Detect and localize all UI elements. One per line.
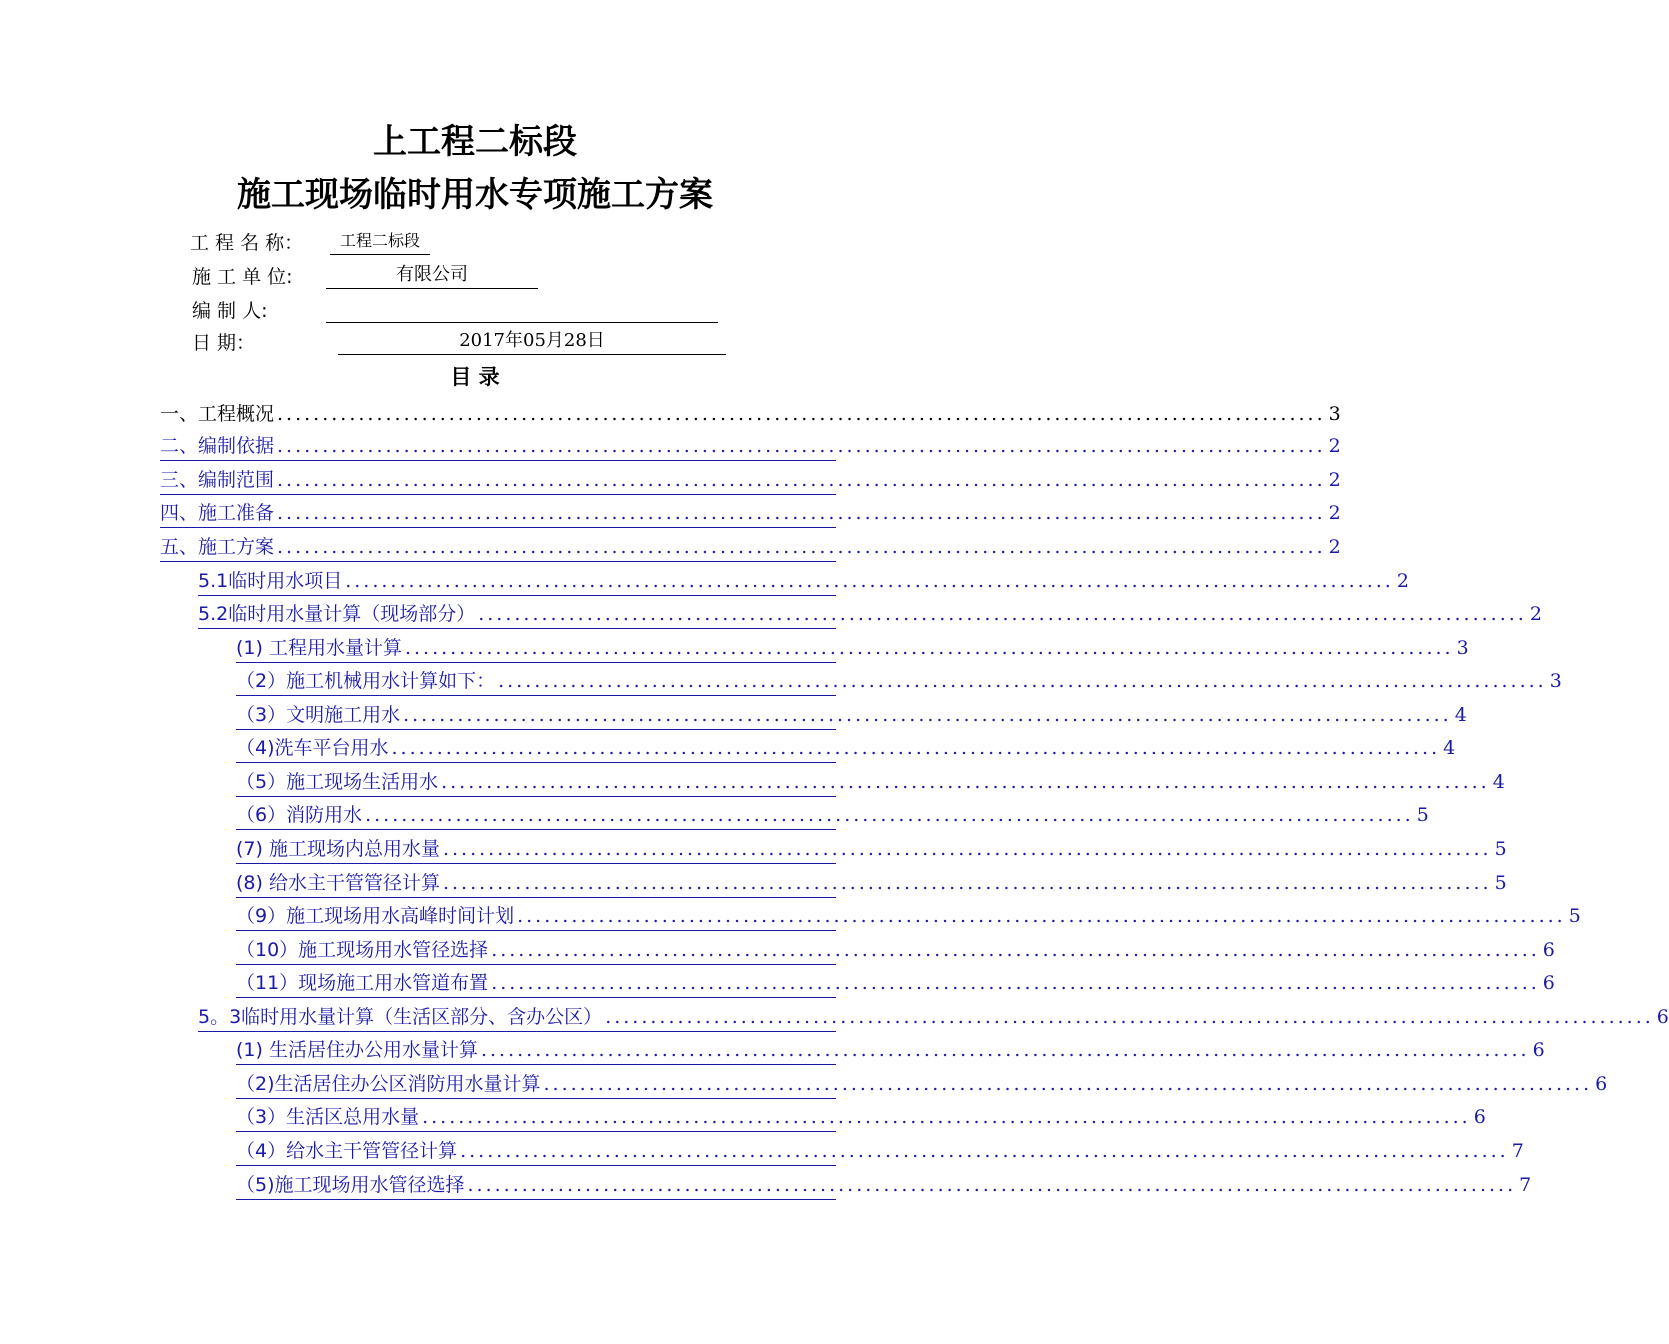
- toc-item-page: 7: [1519, 1174, 1532, 1196]
- toc-leader-dots: ....................................................................................................................: [277, 502, 1326, 524]
- toc-item-page: 5: [1494, 872, 1507, 894]
- toc-item-page: 2: [1328, 435, 1341, 457]
- toc-item-page: 2: [1328, 502, 1341, 524]
- toc-title: 目 录: [450, 365, 500, 389]
- toc-leader-dots: ....................................................................................................................: [467, 1174, 1517, 1196]
- toc-leader-dots: ....................................................................................................................: [345, 570, 1394, 592]
- meta-author-label: 编 制 人:: [192, 300, 268, 322]
- toc-leader-dots: ....................................................................................................................: [277, 435, 1326, 457]
- toc-item-page: 5: [1416, 804, 1429, 826]
- toc-leader-dots: ....................................................................................................................: [277, 403, 1326, 425]
- toc-item-page: 4: [1443, 737, 1456, 759]
- toc-leader-dots: ....................................................................................................................: [480, 1039, 1530, 1061]
- toc-item-15[interactable]: [236, 868, 1507, 898]
- toc-item-text: （4）给水主干管管径计算: [236, 1140, 458, 1162]
- meta-project-row: [190, 228, 590, 258]
- toc-item-text: （3）生活区总用水量: [236, 1106, 420, 1128]
- meta-date-label: 日 期：: [192, 332, 256, 354]
- toc-item-page: 6: [1542, 939, 1555, 961]
- toc-leader-dots: ....................................................................................................................: [491, 939, 1540, 961]
- toc-item-page: 7: [1511, 1140, 1524, 1162]
- toc-leader-dots: ....................................................................................................................: [277, 536, 1326, 558]
- toc-item-text: 三、编制范围: [160, 469, 275, 491]
- toc-item-text: （11）现场施工用水管道布置: [236, 972, 489, 994]
- toc-item-text: 5.2临时用水量计算（现场部分）: [198, 603, 476, 625]
- toc-item-8[interactable]: [236, 633, 1469, 663]
- toc-item-page: 6: [1473, 1106, 1486, 1128]
- toc-item-16[interactable]: [236, 901, 1581, 931]
- toc-item-9[interactable]: [236, 666, 1562, 696]
- toc-item-page: 4: [1492, 771, 1505, 793]
- toc-leader-dots: ....................................................................................................................: [491, 972, 1540, 994]
- toc-item-12[interactable]: [236, 767, 1505, 797]
- toc-item-text: (1) 生活居住办公用水量计算: [236, 1039, 478, 1061]
- toc-leader-dots: ....................................................................................................................: [403, 704, 1452, 726]
- toc-item-21[interactable]: [236, 1069, 1608, 1099]
- toc-leader-dots: ....................................................................................................................: [391, 737, 1441, 759]
- toc-leader-dots: ....................................................................................................................: [404, 637, 1454, 659]
- toc-item-13[interactable]: [236, 800, 1429, 830]
- toc-leader-dots: ....................................................................................................................: [442, 872, 1492, 894]
- toc-item-23[interactable]: [236, 1136, 1524, 1166]
- toc-item-page: 5: [1568, 905, 1581, 927]
- toc-item-10[interactable]: [236, 700, 1467, 730]
- toc-item-7[interactable]: [198, 599, 1542, 629]
- toc-item-text: （9）施工现场用水高峰时间计划: [236, 905, 515, 927]
- toc-item-page: 6: [1542, 972, 1555, 994]
- toc-item-text: （10）施工现场用水管径选择: [236, 939, 489, 961]
- meta-author-row: [192, 296, 732, 326]
- toc-item-page: 3: [1328, 403, 1341, 425]
- toc-item-page: 6: [1595, 1073, 1608, 1095]
- meta-project-label: 工 程 名 称：: [190, 232, 304, 254]
- toc-item-17[interactable]: [236, 935, 1555, 965]
- toc-leader-dots: ....................................................................................................................: [543, 1073, 1593, 1095]
- toc-item-4[interactable]: [160, 498, 1341, 528]
- toc-item-text: 一、工程概况: [160, 403, 275, 425]
- toc-item-text: （5)施工现场用水管径选择: [236, 1174, 465, 1196]
- toc-item-text: 二、编制依据: [160, 435, 275, 457]
- toc-leader-dots: ....................................................................................................................: [365, 804, 1414, 826]
- toc-item-text: （3）文明施工用水: [236, 704, 401, 726]
- toc-item-text: 5.1临时用水项目: [198, 570, 343, 592]
- document-title-line2: 施工现场临时用水专项施工方案: [237, 175, 713, 215]
- toc-item-page: 6: [1656, 1006, 1669, 1028]
- toc-item-5[interactable]: [160, 532, 1341, 562]
- toc-leader-dots: ....................................................................................................................: [422, 1106, 1471, 1128]
- toc-leader-dots: ....................................................................................................................: [478, 603, 1527, 625]
- meta-author-value: [326, 296, 718, 323]
- toc-item-page: 2: [1328, 469, 1341, 491]
- toc-item-1[interactable]: [160, 398, 1341, 428]
- toc-item-page: 3: [1456, 637, 1469, 659]
- toc-item-24[interactable]: [236, 1170, 1532, 1200]
- toc-leader-dots: ....................................................................................................................: [442, 838, 1492, 860]
- toc-item-3[interactable]: [160, 465, 1341, 495]
- toc-item-page: 6: [1532, 1039, 1545, 1061]
- toc-item-page: 2: [1529, 603, 1542, 625]
- toc-item-page: 4: [1454, 704, 1467, 726]
- toc-leader-dots: ....................................................................................................................: [277, 469, 1326, 491]
- toc-item-20[interactable]: [236, 1035, 1545, 1065]
- meta-date-row: [192, 328, 732, 358]
- toc-item-19[interactable]: [198, 1002, 1669, 1032]
- toc-item-text: 四、施工准备: [160, 502, 275, 524]
- toc-item-text: 五、施工方案: [160, 536, 275, 558]
- toc-item-page: 5: [1494, 838, 1507, 860]
- toc-item-text: 5。3临时用水量计算（生活区部分、含办公区）: [198, 1006, 603, 1028]
- meta-unit-label: 施 工 单 位:: [192, 266, 293, 288]
- toc-item-text: (7) 施工现场内总用水量: [236, 838, 440, 860]
- toc-item-text: (1) 工程用水量计算: [236, 637, 402, 659]
- toc-item-page: 2: [1396, 570, 1409, 592]
- toc-item-18[interactable]: [236, 968, 1555, 998]
- toc-item-text: （2)生活居住办公区消防用水量计算: [236, 1073, 541, 1095]
- toc-item-page: 2: [1328, 536, 1341, 558]
- toc-item-6[interactable]: [198, 566, 1409, 596]
- meta-unit-value: 有限公司: [326, 262, 538, 289]
- document-title-line1: 上工程二标段: [373, 122, 577, 162]
- toc-leader-dots: ....................................................................................................................: [498, 670, 1547, 692]
- toc-leader-dots: ....................................................................................................................: [517, 905, 1566, 927]
- toc-leader-dots: ....................................................................................................................: [441, 771, 1490, 793]
- meta-project-value: 工程二标段: [330, 228, 430, 255]
- toc-item-11[interactable]: [236, 733, 1456, 763]
- toc-item-page: 3: [1549, 670, 1562, 692]
- toc-item-2[interactable]: [160, 431, 1341, 461]
- meta-date-value: 2017年05月28日: [338, 328, 726, 355]
- toc-item-text: （5）施工现场生活用水: [236, 771, 439, 793]
- toc-item-14[interactable]: [236, 834, 1507, 864]
- toc-item-22[interactable]: [236, 1102, 1486, 1132]
- toc-item-text: （4)洗车平台用水: [236, 737, 389, 759]
- toc-leader-dots: ....................................................................................................................: [460, 1140, 1509, 1162]
- toc-item-text: （6）消防用水: [236, 804, 363, 826]
- toc-item-text: (8) 给水主干管管径计算: [236, 872, 440, 894]
- meta-unit-row: [192, 262, 592, 292]
- toc-leader-dots: ....................................................................................................................: [605, 1006, 1654, 1028]
- toc-item-text: （2）施工机械用水计算如下：: [236, 670, 496, 692]
